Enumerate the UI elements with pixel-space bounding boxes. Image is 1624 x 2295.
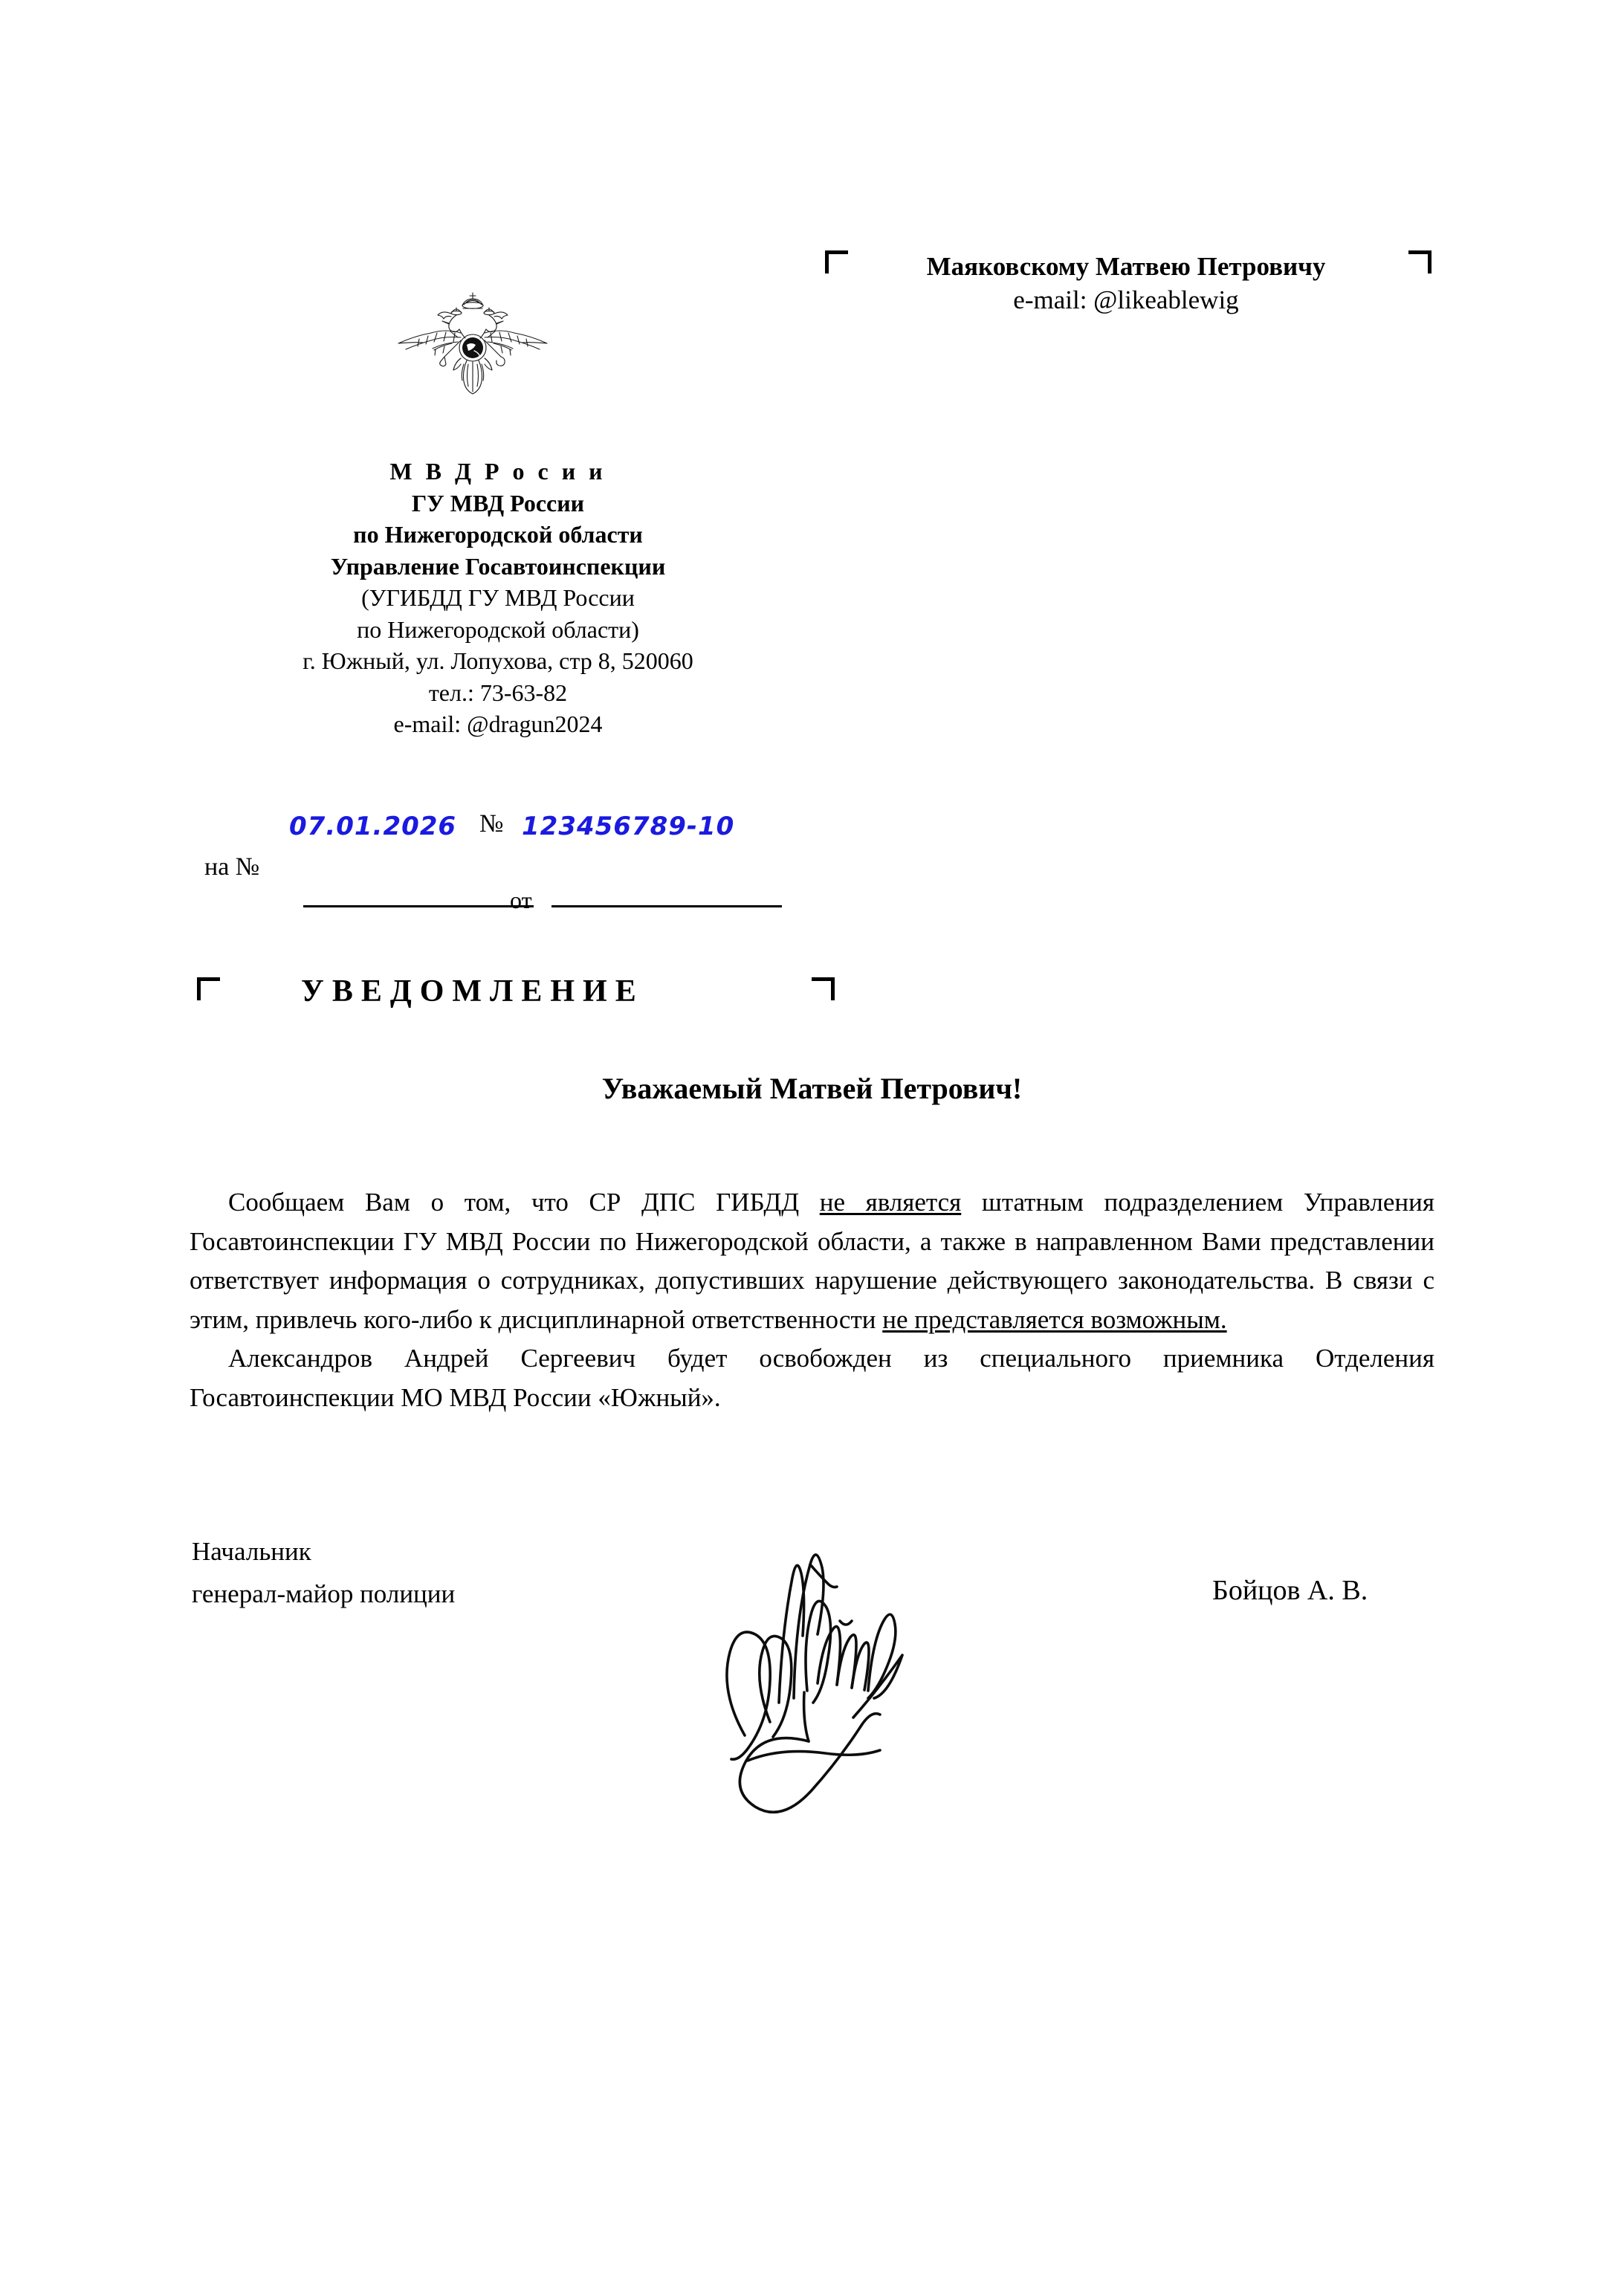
body-p1-underline-1: не является (819, 1188, 962, 1217)
signer-role (192, 1531, 455, 1615)
signer-role-line-1: Начальник (192, 1537, 311, 1566)
handwritten-signature (699, 1512, 944, 1862)
addressee-block (825, 250, 1427, 317)
letterhead-line-1: М В Д Р о с и и (389, 458, 606, 485)
from-label: от (510, 887, 532, 913)
mvd-eagle-emblem-icon (384, 287, 562, 398)
body-paragraph-2: Александров Андрей Сергеевич будет освобожден из специального приемника Отделения Госавтоинспекции МО МВД России «Южный». (190, 1344, 1434, 1412)
letterhead-address: г. Южный, ул. Лопухова, стр 8, 520060 (303, 647, 693, 675)
greeting-line: Уважаемый Матвей Петрович! (601, 1072, 1023, 1105)
addressee-name: Маяковскому Матвею Петровичу (926, 252, 1326, 281)
title-bracket-top-left (197, 977, 220, 1000)
number-sign: № (479, 810, 504, 838)
document-date: 07.01.2026 (289, 812, 457, 841)
letterhead-block (223, 456, 773, 740)
letterhead-line-5: (УГИБДД ГУ МВД России (361, 584, 635, 612)
document-number: 123456789-10 (522, 812, 735, 841)
body-p1-part1: Сообщаем Вам о том, что СР ДПС ГИБДД (228, 1188, 820, 1217)
body-p1-part2: штатным подразделением Управления Госавтоинспекции ГУ МВД России по Нижегородской области, а также в направленном Вами представлении ответствует информация о сотрудниках, допустивших нарушение действующего законодательства. В связи с этим, привлечь кого-либо к дисциплинарной ответственности (190, 1188, 1434, 1334)
signer-name: Бойцов А. В. (1212, 1575, 1368, 1606)
signer-role-line-2: генерал-майор полиции (192, 1579, 456, 1608)
letterhead-line-6: по Нижегородской области) (357, 615, 639, 643)
letterhead-line-3: по Нижегородской области (353, 521, 643, 548)
addressee-email: e-mail: @likeablewig (1013, 285, 1239, 314)
letterhead-email: e-mail: @dragun2024 (393, 710, 603, 738)
letterhead-line-4: Управление Госавтоинспекции (330, 552, 666, 580)
document-body (190, 1183, 1434, 1417)
incoming-number-label: на № (204, 853, 260, 881)
body-paragraph-1 (190, 1183, 1434, 1339)
letterhead-phone: тел.: 73-63-82 (428, 679, 568, 706)
incoming-date-rule (551, 905, 782, 907)
document-title: УВЕДОМЛЕНИЕ (301, 974, 644, 1009)
body-p1-underline-2: не представляется возможным. (882, 1304, 1227, 1334)
incoming-number-rule (303, 905, 534, 907)
letterhead-line-2: ГУ МВД России (411, 489, 585, 517)
title-bracket-top-right (812, 977, 835, 1000)
